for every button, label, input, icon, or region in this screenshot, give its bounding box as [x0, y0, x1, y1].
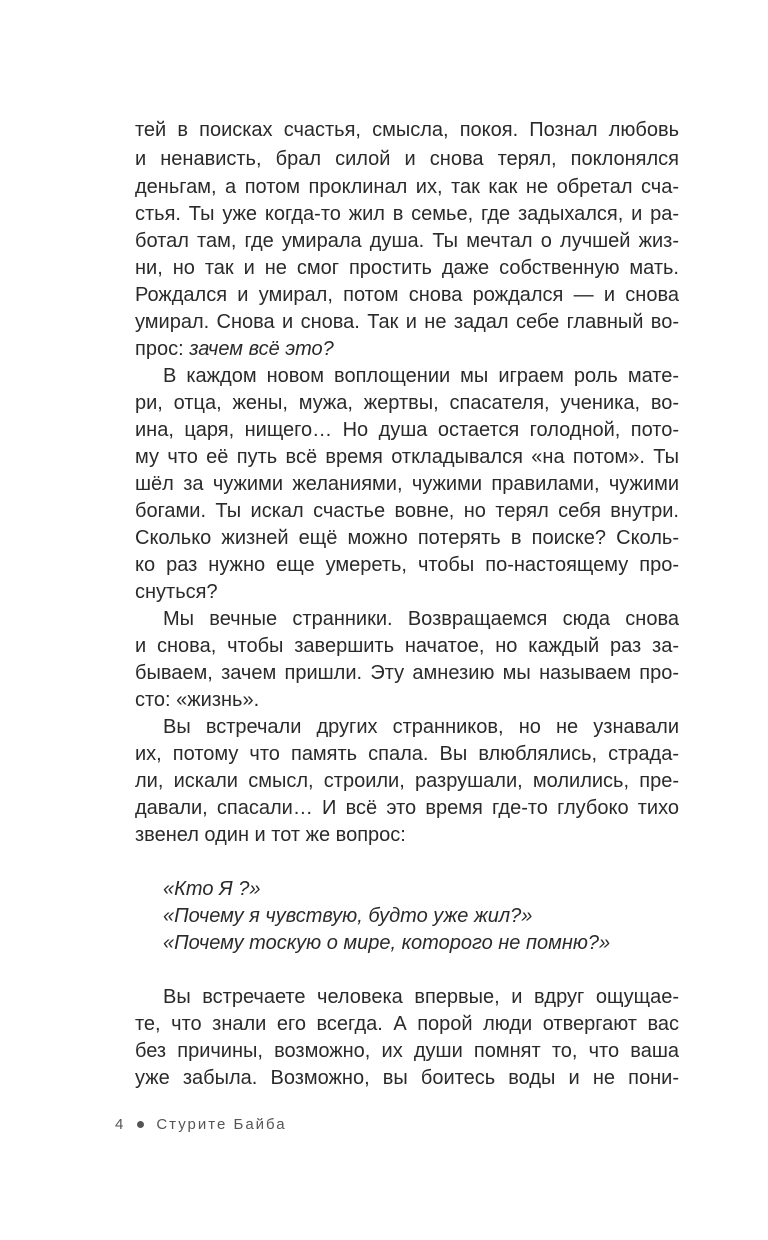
text-line: Рождался и умирал, потом снова рождался — и снова [135, 284, 679, 306]
text-line: деньгам, а потом проклинал их, так как не обретал сча- [135, 176, 679, 198]
text-line: уже забыла. Возможно, вы боитесь воды и не пони- [135, 1067, 679, 1089]
text-line: и ненависть, брал силой и снова терял, поклонялся [135, 148, 679, 170]
text-line: сто: «жизнь». [135, 689, 260, 711]
text-line: ина, царя, нищего… Но душа остается голодной, пото- [135, 419, 679, 441]
quote-line: «Почему тоскую о мире, которого не помню?» [163, 932, 611, 954]
text-line: ли, искали смысл, строили, разрушали, молились, пре- [135, 770, 679, 792]
text-line: ко раз нужно еще умереть, чтобы по-настоящему про- [135, 554, 679, 576]
bullet-dot-icon [137, 1121, 144, 1128]
text-line: ни, но так и не смог простить даже собственную мать. [135, 257, 679, 279]
text-line: ботал там, где умирала душа. Ты мечтал о лучшей жиз- [135, 230, 679, 252]
text-line: Сколько жизней ещё можно потерять в поиске? Сколь- [135, 527, 679, 549]
text-line: тей в поисках счастья, смысла, покоя. Познал любовь [135, 119, 679, 141]
text-line [135, 336, 679, 363]
text-line: давали, спасали… И всё это время где-то глубоко тихо [135, 797, 679, 819]
text-line: звенел один и тот же вопрос: [135, 824, 406, 846]
text-line: умирал. Снова и снова. Так и не задал себе главный во- [135, 311, 679, 333]
text-line: богами. Ты искал счастье вовне, но терял себя внутри. [135, 500, 679, 522]
quote-line: «Кто Я ?» [163, 878, 261, 900]
text-line: стья. Ты уже когда-то жил в семье, где задыхался, и ра- [135, 203, 679, 225]
text-line: и снова, чтобы завершить начатое, но каждый раз за- [135, 635, 679, 657]
text-line: те, что знали его всегда. А порой люди отвергают вас [135, 1013, 679, 1035]
text-line: ри, отца, жены, мужа, жертвы, спасателя, ученика, во- [135, 392, 679, 414]
text-line: В каждом новом воплощении мы играем роль мате- [163, 365, 679, 387]
text-line: шёл за чужими желаниями, чужими правилами, чужими [135, 473, 679, 495]
text-line: снуться? [135, 581, 218, 603]
text-line: Мы вечные странники. Возвращаемся сюда снова [163, 608, 679, 630]
text-line: без причины, возможно, их души помнят то, что ваша [135, 1040, 679, 1062]
text-line: их, потому что память спала. Вы влюблялись, страда- [135, 743, 679, 765]
text-line: Вы встречали других странников, но не узнавали [163, 716, 679, 738]
text-span: прос: [135, 338, 190, 360]
quote-line: «Почему я чувствую, будто уже жил?» [163, 905, 533, 927]
text-line: му что её путь всё время откладывался «на потом». Ты [135, 446, 679, 468]
text-line: Вы встречаете человека впервые, и вдруг ощущае- [163, 986, 679, 1008]
running-header-author: Стурите Байба [156, 1116, 287, 1133]
page-number: 4 [115, 1116, 126, 1133]
italic-question: зачем всё это? [189, 338, 334, 360]
text-line: бываем, зачем пришли. Эту амнезию мы называем про- [135, 662, 679, 684]
page-footer [115, 1113, 287, 1137]
